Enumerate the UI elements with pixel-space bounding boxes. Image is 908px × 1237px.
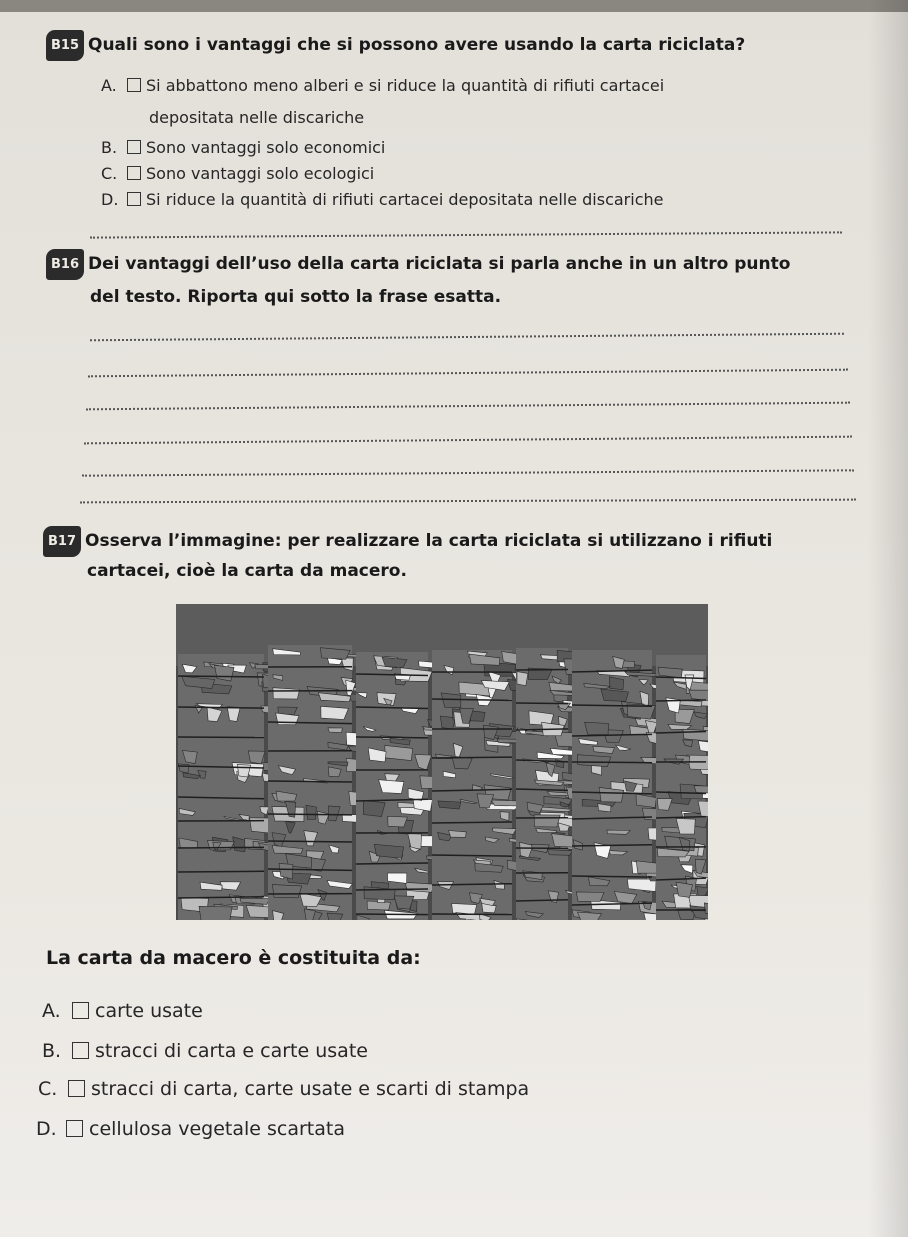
checkbox[interactable] bbox=[72, 1042, 89, 1059]
option-b17-b[interactable] bbox=[42, 1036, 368, 1066]
option-text: Sono vantaggi solo economici bbox=[146, 138, 386, 157]
checkbox[interactable] bbox=[66, 1120, 83, 1137]
option-letter: D. bbox=[101, 190, 119, 209]
option-text: Si riduce la quantità di rifiuti cartacei depositata nelle discariche bbox=[146, 190, 664, 209]
option-text: cellulosa vegetale scartata bbox=[89, 1118, 345, 1140]
option-b17-d[interactable] bbox=[36, 1114, 345, 1144]
option-b17-a[interactable] bbox=[42, 996, 203, 1026]
option-b15-d[interactable] bbox=[101, 188, 663, 212]
option-letter: A. bbox=[101, 76, 117, 95]
option-b15-b[interactable] bbox=[101, 136, 385, 160]
option-letter: B. bbox=[42, 1040, 62, 1062]
question-text: Osserva l’immagine: per realizzare la carta riciclata si utilizzano i rifiuti bbox=[85, 531, 773, 551]
option-letter: A. bbox=[42, 1000, 61, 1022]
question-text: Dei vantaggi dell’uso della carta riciclata si parla anche in un altro punto bbox=[88, 254, 791, 274]
checkbox[interactable] bbox=[72, 1002, 89, 1019]
question-b17 bbox=[43, 526, 772, 557]
paper-bales-illustration bbox=[176, 604, 708, 920]
question-text: cartacei, cioè la carta da macero. bbox=[87, 561, 407, 581]
option-b15-c[interactable] bbox=[101, 162, 374, 186]
question-text: Quali sono i vantaggi che si possono avere usando la carta riciclata? bbox=[88, 35, 746, 55]
option-letter: D. bbox=[36, 1118, 57, 1140]
answer-line-6[interactable] bbox=[80, 499, 856, 504]
question-number-badge: B15 bbox=[46, 30, 84, 61]
question-b16 bbox=[46, 249, 790, 280]
question-text: del testo. Riporta qui sotto la frase esatta. bbox=[90, 287, 502, 307]
answer-line-5[interactable] bbox=[82, 469, 854, 476]
option-text: Si abbattono meno alberi e si riduce la quantità di rifiuti cartacei bbox=[146, 76, 665, 95]
option-b15-a[interactable] bbox=[101, 74, 664, 98]
checkbox[interactable] bbox=[127, 140, 141, 154]
subquestion-text: La carta da macero è costituita da: bbox=[46, 947, 421, 969]
option-text: Sono vantaggi solo ecologici bbox=[146, 164, 375, 183]
answer-line-1[interactable] bbox=[90, 333, 844, 342]
subquestion-b17 bbox=[46, 944, 421, 973]
question-b15 bbox=[46, 30, 745, 61]
option-text: carte usate bbox=[95, 1000, 203, 1022]
answer-line-3[interactable] bbox=[86, 402, 850, 411]
option-b15-a-continued bbox=[149, 106, 364, 130]
option-letter: B. bbox=[101, 138, 118, 157]
option-letter: C. bbox=[38, 1078, 58, 1100]
page-top-edge bbox=[0, 0, 908, 12]
checkbox[interactable] bbox=[127, 78, 141, 92]
option-text: stracci di carta, carte usate e scarti di stampa bbox=[91, 1078, 530, 1100]
question-b17-line2 bbox=[87, 557, 407, 586]
option-letter: C. bbox=[101, 164, 118, 183]
option-b17-c[interactable] bbox=[38, 1074, 529, 1104]
option-text: stracci di carta e carte usate bbox=[95, 1040, 368, 1062]
page-shadow bbox=[868, 0, 908, 1237]
question-number-badge: B17 bbox=[43, 526, 81, 557]
option-text-continued: depositata nelle discariche bbox=[149, 108, 365, 127]
question-b16-line2 bbox=[90, 283, 501, 312]
paper-bale bbox=[656, 655, 708, 920]
separator-line bbox=[90, 231, 842, 238]
checkbox[interactable] bbox=[68, 1080, 85, 1097]
checkbox[interactable] bbox=[127, 166, 141, 180]
answer-line-2[interactable] bbox=[88, 369, 848, 378]
photo-paper-bales bbox=[176, 604, 708, 920]
answer-line-4[interactable] bbox=[84, 436, 852, 445]
question-number-badge: B16 bbox=[46, 249, 84, 280]
checkbox[interactable] bbox=[127, 192, 141, 206]
